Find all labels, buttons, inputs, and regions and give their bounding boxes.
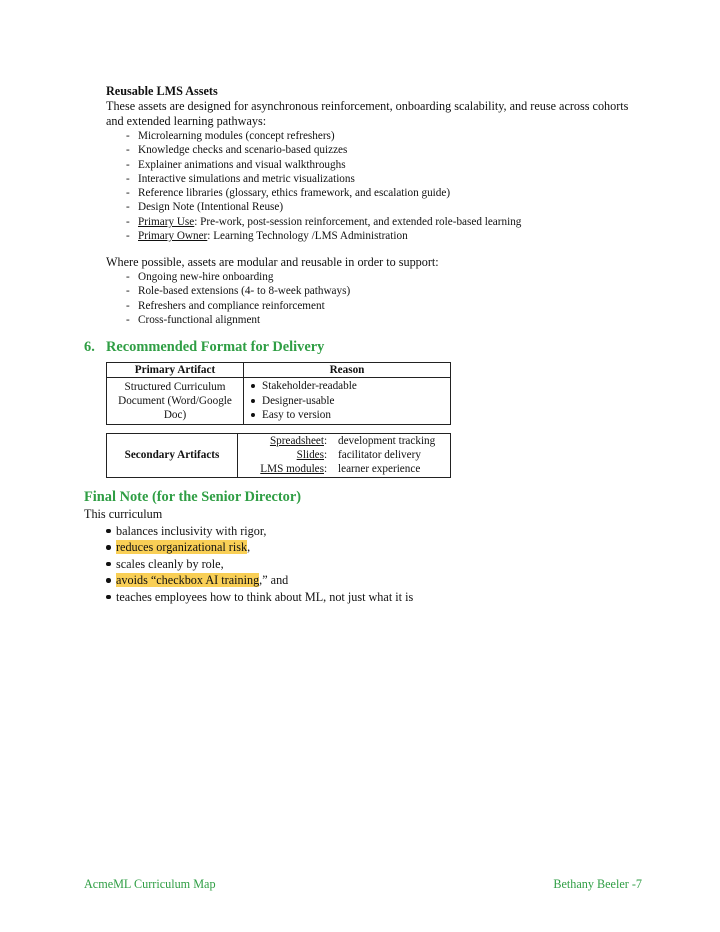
list-item: avoids “checkbox AI training,” and	[106, 572, 644, 589]
list-item: scales cleanly by role,	[106, 556, 644, 573]
final-note-intro: This curriculum	[84, 507, 163, 521]
secondary-artifacts-label: Secondary Artifacts	[107, 434, 238, 478]
support-section	[106, 255, 646, 327]
reason-list	[250, 379, 444, 423]
list-item: - Refreshers and compliance reinforcement	[126, 299, 646, 313]
primary-owner-label: Primary Owner	[138, 230, 208, 243]
list-item-primary-owner	[126, 229, 646, 243]
list-item: - Design Note (Intentional Reuse)	[126, 200, 646, 214]
secondary-artifact-row: Slides : facilitator delivery	[244, 449, 444, 463]
primary-artifact-table	[106, 362, 451, 425]
secondary-artifacts-table	[106, 433, 451, 478]
list-item: - Explainer animations and visual walkthroughs	[126, 158, 646, 172]
highlighted-text: avoids “checkbox AI training	[116, 573, 260, 588]
assets-list	[106, 129, 646, 243]
table-header-primary-artifact: Primary Artifact	[107, 363, 244, 378]
list-item: - Cross-functional alignment	[126, 313, 646, 327]
artifact-value: facilitator delivery	[338, 448, 421, 461]
list-item: - Reference libraries (glossary, ethics framework, and escalation guide)	[126, 186, 646, 200]
list-item: Easy to version	[250, 408, 444, 423]
footer-author-page: Bethany Beeler -7	[553, 877, 642, 891]
list-item: Designer-usable	[250, 394, 444, 409]
primary-use-label: Primary Use	[138, 215, 195, 228]
support-intro: Where possible, assets are modular and reusable in order to support:	[106, 255, 439, 269]
final-note-body	[84, 506, 644, 606]
final-note-list	[84, 523, 644, 606]
list-item: Stakeholder-readable	[250, 379, 444, 394]
table-row	[107, 434, 451, 478]
reusable-lms-assets-section	[106, 84, 646, 243]
list-item: teaches employees how to think about ML, not just what it is	[106, 589, 644, 606]
table-row	[107, 378, 451, 425]
section-6-heading	[84, 339, 324, 356]
footer-document-title: AcmeML Curriculum Map	[84, 877, 216, 891]
assets-intro: These assets are designed for asynchronous reinforcement, onboarding scalability, and reuse across cohorts and extended learning pathways:	[106, 99, 629, 128]
list-item: balances inclusivity with rigor,	[106, 523, 644, 540]
section-title: Recommended Format for Delivery	[106, 339, 325, 355]
list-item: - Microlearning modules (concept refreshers)	[126, 129, 646, 143]
primary-owner-text: : Learning Technology /LMS Administration	[207, 230, 408, 243]
reason-cell	[244, 378, 451, 425]
list-item: - Interactive simulations and metric visualizations	[126, 172, 646, 186]
highlighted-text: reduces organizational risk	[116, 540, 248, 555]
secondary-artifact-row: Spreadsheet : development tracking	[244, 435, 444, 449]
artifact-value: development tracking	[338, 435, 436, 447]
secondary-artifact-row: LMS modules : learner experience	[244, 463, 444, 477]
section-number: 6.	[84, 339, 95, 355]
list-item: reduces organizational risk,	[106, 539, 644, 556]
assets-heading: Reusable LMS Assets	[106, 84, 218, 98]
list-item: - Ongoing new-hire onboarding	[126, 270, 646, 284]
list-item: - Role-based extensions (4- to 8-week pathways)	[126, 284, 646, 298]
secondary-artifacts-items	[238, 434, 451, 478]
primary-use-text: : Pre-work, post-session reinforcement, and extended role-based learning	[194, 215, 522, 228]
artifact-key: Spreadsheet	[269, 435, 324, 447]
list-item-primary-use	[126, 215, 646, 229]
primary-artifact-cell: Structured Curriculum Document (Word/Google Doc)	[107, 378, 244, 425]
table-header-row	[107, 363, 451, 378]
artifact-key: Slides	[296, 448, 324, 461]
table-header-reason: Reason	[244, 363, 451, 378]
artifact-value: learner experience	[338, 462, 421, 475]
list-item: - Knowledge checks and scenario-based quizzes	[126, 143, 646, 157]
support-list	[106, 270, 646, 327]
final-note-heading: Final Note (for the Senior Director)	[84, 489, 302, 505]
artifact-key: LMS modules	[260, 462, 324, 475]
